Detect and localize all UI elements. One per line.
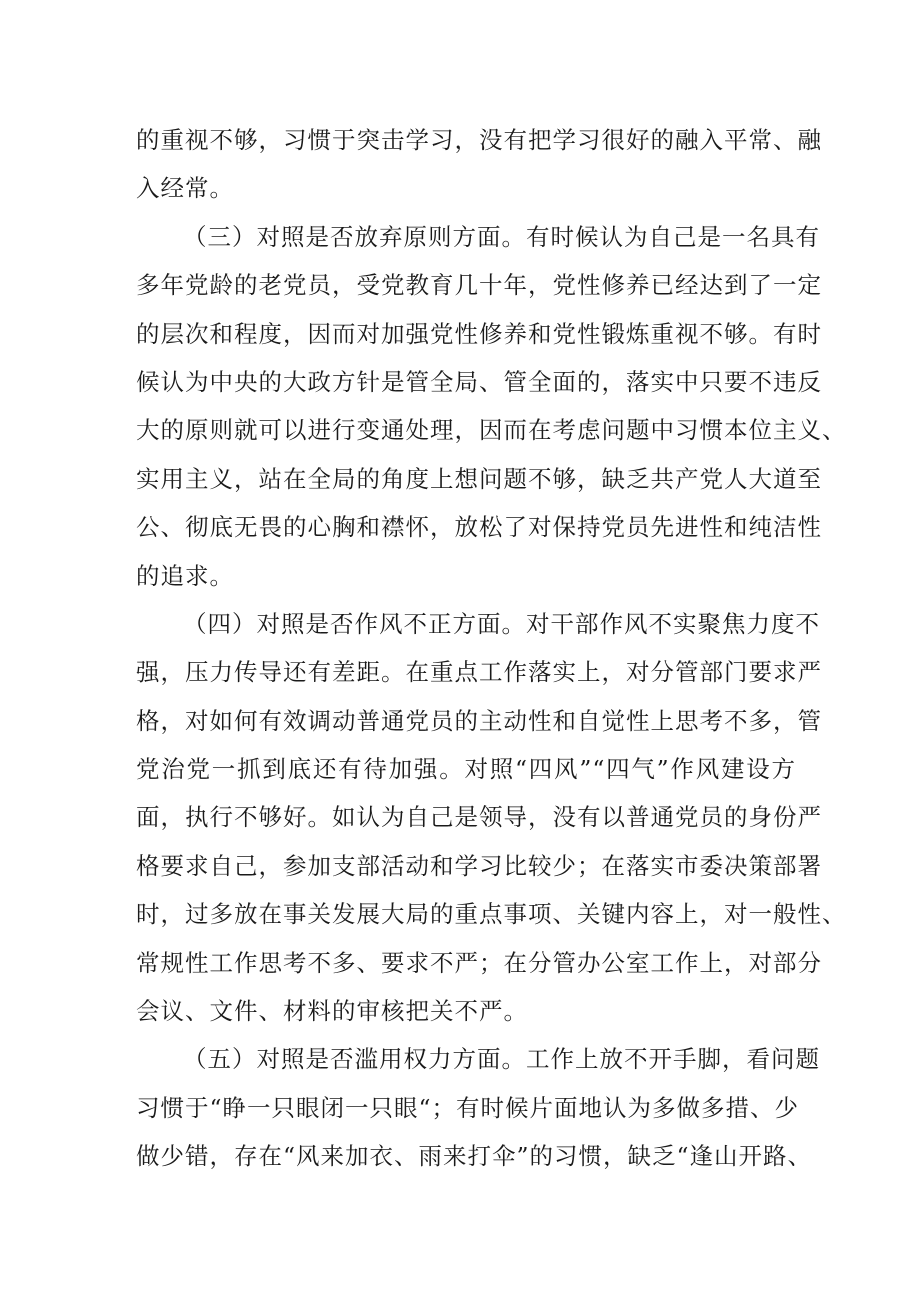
text-line: 格要求自己，参加支部活动和学习比较少；在落实市委决策部署	[136, 851, 822, 880]
section-5-heading-line: （五）对照是否滥用权力方面。工作上放不开手脚，看问题	[183, 1045, 820, 1074]
text-line: 公、彻底无畏的心胸和襟怀，放松了对保持党员先进性和纯洁性	[136, 513, 822, 542]
text-line: 多年党龄的老党员，受党教育几十年，党性修养已经达到了一定	[136, 271, 822, 300]
document-body	[136, 116, 847, 1181]
text-line: 的重视不够，习惯于突击学习，没有把学习很好的融入平常、融	[136, 126, 822, 154]
text-line: 的追求。	[136, 561, 234, 590]
text-line: 大的原则就可以进行变通处理，因而在考虑问题中习惯本位主义、	[136, 416, 847, 445]
text-line: 强，压力传导还有差距。在重点工作落实上，对分管部门要求严	[136, 658, 822, 687]
text-line: 的层次和程度，因而对加强党性修养和党性锻炼重视不够。有时	[136, 319, 822, 348]
text-line: 入经常。	[136, 174, 234, 203]
text-line: 常规性工作思考不多、要求不严；在分管办公室工作上，对部分	[136, 948, 822, 977]
text-line: 做少错，存在“风来加衣、雨来打伞”的习惯，缺乏“逢山开路、	[136, 1142, 813, 1171]
section-4-heading-line: （四）对照是否作风不正方面。对干部作风不实聚焦力度不	[183, 609, 820, 638]
text-line: 格，对如何有效调动普通党员的主动性和自觉性上思考不多，管	[136, 706, 822, 735]
text-line: 候认为中央的大政方针是管全局、管全面的，落实中只要不违反	[136, 367, 822, 396]
text-line: 时，过多放在事关发展大局的重点事项、关键内容上，对一般性、	[136, 900, 847, 929]
text-line: 会议、文件、材料的审核把关不严。	[136, 997, 528, 1026]
text-line: 习惯于“睁一只眼闭一只眼“；有时候片面地认为多做多措、少	[136, 1093, 800, 1122]
text-line: 实用主义，站在全局的角度上想问题不够，缺乏共产党人大道至	[136, 464, 822, 493]
text-line: 党治党一抓到底还有待加强。对照“四风”“四气”作风建设方	[136, 755, 796, 784]
text-line: 面，执行不够好。如认为自己是领导，没有以普通党员的身份严	[136, 803, 822, 832]
section-3-heading-line: （三）对照是否放弃原则方面。有时候认为自己是一名具有	[183, 222, 820, 251]
